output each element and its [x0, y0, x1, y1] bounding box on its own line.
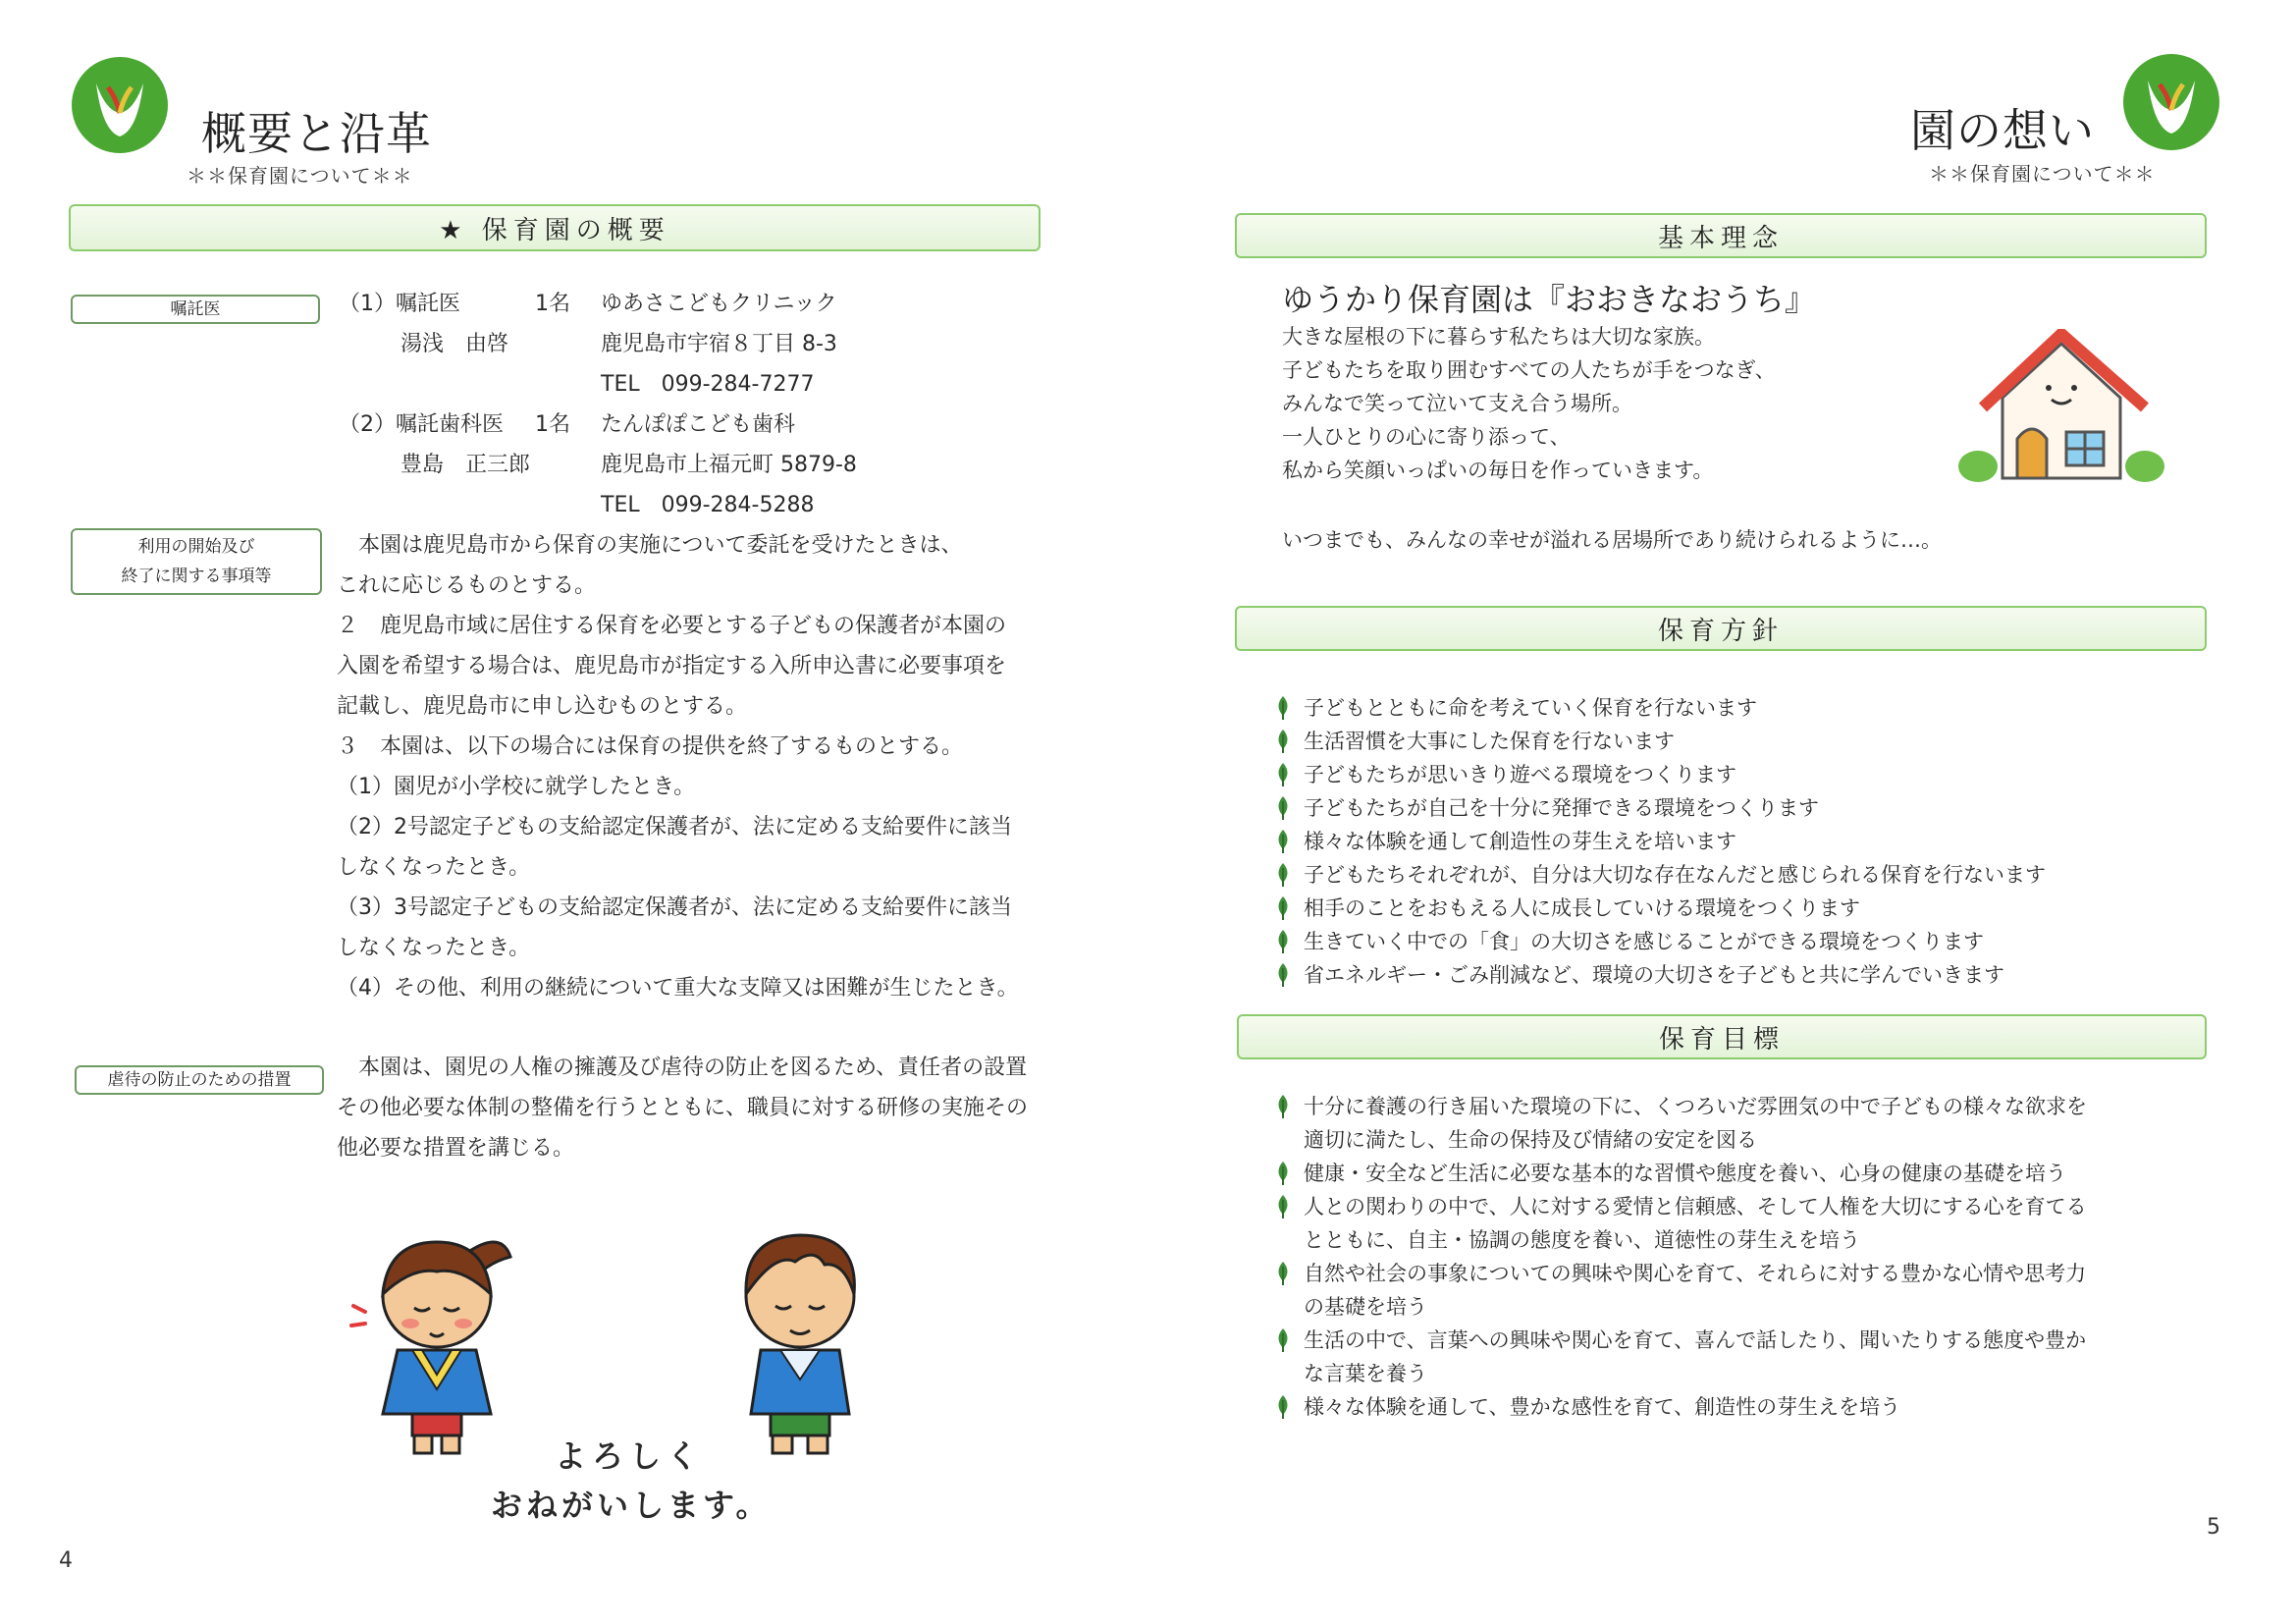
policy-item	[1274, 758, 2046, 791]
leaf-icon	[1274, 862, 1292, 888]
philosophy-closing: いつまでも、みんなの幸せが溢れる居場所であり続けられるように…。	[1282, 528, 1942, 552]
page-number-right: 5	[2207, 1515, 2220, 1540]
doctor-line-4b: 1名	[535, 412, 570, 437]
abuse-line: その他必要な体制の整備を行うとともに、職員に対する研修の実施その	[337, 1096, 1029, 1120]
tag-abuse-prevention: 虐待の防止のための措置	[75, 1065, 324, 1095]
page-title-left: 概要と沿革	[201, 107, 432, 160]
section-header-label: 保育方針	[1657, 616, 1784, 646]
house-illustration	[1958, 329, 2164, 486]
usage-line: （3）3号認定子どもの支給認定保護者が、法に定める支給要件に該当	[337, 895, 1012, 920]
goal-text: 人との関わりの中で、人に対する愛情と信頼感、そして人権を大切にする心を育てる	[1304, 1195, 2087, 1218]
section-header-policy	[1235, 606, 2207, 651]
section-header-philosophy	[1235, 213, 2207, 258]
nursery-logo-right	[2120, 51, 2222, 153]
goal-item	[1274, 1157, 2087, 1190]
leaf-icon	[1274, 829, 1292, 854]
leaf-icon	[1274, 1194, 1292, 1219]
doctor-line-5a: 豊島 正三郎	[400, 453, 531, 477]
usage-paragraph	[337, 525, 1019, 1008]
leaf-icon	[1274, 1327, 1292, 1353]
usage-line: （1）園児が小学校に就学したとき。	[337, 775, 696, 799]
policy-item	[1274, 925, 2046, 958]
policy-item	[1274, 858, 2046, 892]
policy-item-text: 子どもたちが思いきり遊べる環境をつくります	[1304, 763, 1736, 786]
usage-line: （4）その他、利用の継続について重大な支障又は困難が生じたとき。	[337, 976, 1019, 1001]
philosophy-line: 私から笑顔いっぱいの毎日を作っていきます。	[1282, 459, 1714, 482]
goal-text: 十分に養護の行き届いた環境の下に、くつろいだ雰囲気の中で子どもの様々な欲求を	[1304, 1095, 2087, 1118]
section-header-label: 基本理念	[1657, 223, 1784, 253]
tag-usage-line2: 終了に関する事項等	[121, 567, 272, 586]
doctor-line-4c: たんぽぽこども歯科	[601, 412, 796, 437]
usage-line: 記載し、鹿児島市に申し込むものとする。	[337, 694, 748, 719]
policy-item	[1274, 958, 2046, 992]
leaf-icon	[1274, 1094, 1292, 1119]
leaf-icon	[1274, 762, 1292, 787]
doctor-line-2c: 鹿児島市宇宿８丁目 8-3	[601, 332, 837, 356]
doctor-line-2a: 湯浅 由啓	[400, 332, 509, 356]
goal-item	[1274, 1324, 2087, 1390]
section-header-overview	[69, 204, 1041, 251]
page-number-left: 4	[59, 1548, 73, 1573]
usage-line: ２ 鹿児島市域に居住する保育を必要とする子どもの保護者が本園の	[337, 614, 1007, 638]
policy-item	[1274, 892, 2046, 925]
leaf-icon	[1274, 695, 1292, 721]
usage-line: 本園は鹿児島市から保育の実施について委託を受けたときは、	[337, 533, 963, 558]
goal-text: 自然や社会の事象についての興味や関心を育て、それらに対する豊かな心情や思考力	[1304, 1262, 2087, 1285]
usage-line: ３ 本園は、以下の場合には保育の提供を終了するものとする。	[337, 734, 964, 759]
philosophy-line: みんなで笑って泣いて支え合う場所。	[1282, 392, 1632, 415]
page-subtitle-left: ＊＊保育園について＊＊	[187, 164, 413, 188]
goal-text: とともに、自主・協調の態度を養い、道徳性の芽生えを培う	[1304, 1228, 1860, 1252]
doctor-line-4a: （2）嘱託歯科医	[339, 412, 504, 437]
doctor-line-5c: 鹿児島市上福元町 5879-8	[601, 453, 857, 477]
policy-item-text: 省エネルギー・ごみ削減など、環境の大切さを子どもと共に学んでいきます	[1304, 963, 2004, 987]
policy-item-text: 様々な体験を通して創造性の芽生えを培います	[1304, 830, 1736, 853]
usage-line: しなくなったとき。	[337, 855, 531, 880]
goal-text: な言葉を養う	[1304, 1362, 1427, 1385]
philosophy-paragraph	[1282, 320, 1776, 487]
nursery-logo-left	[69, 54, 171, 156]
abuse-paragraph	[337, 1048, 1028, 1168]
goal-item	[1274, 1390, 2087, 1424]
greeting-line-2: おねがいします。	[491, 1487, 772, 1524]
policy-item-text: 子どもたちが自己を十分に発揮できる環境をつくります	[1304, 796, 1819, 820]
section-header-label: 保育目標	[1658, 1024, 1785, 1055]
doctor-line-1a: （1）嘱託医	[339, 292, 460, 316]
abuse-line: 本園は、園児の人権の擁護及び虐待の防止を図るため、責任者の設置	[337, 1056, 1028, 1080]
philosophy-line: 大きな屋根の下に暮らす私たちは大切な家族。	[1282, 325, 1715, 349]
page-subtitle-right: ＊＊保育園について＊＊	[1929, 162, 2156, 186]
goal-item	[1274, 1090, 2087, 1157]
usage-line: （2）2号認定子どもの支給認定保護者が、法に定める支給要件に該当	[337, 815, 1012, 839]
policy-item-text: 生活習慣を大事にした保育を行ないます	[1304, 730, 1675, 753]
greeting-line-1: よろしく	[555, 1437, 705, 1475]
policy-item	[1274, 691, 2046, 725]
policy-list	[1274, 691, 2046, 992]
doctor-line-3c: TEL 099-284-7277	[601, 372, 815, 397]
goal-text: の基礎を培う	[1304, 1295, 1427, 1319]
policy-item	[1274, 791, 2046, 825]
goal-text: 健康・安全など生活に必要な基本的な習慣や態度を養い、心身の健康の基礎を培う	[1304, 1162, 2066, 1185]
tag-usage-line1: 利用の開始及び	[137, 537, 255, 557]
usage-line: 入園を希望する場合は、鹿児島市が指定する入所申込書に必要事項を	[337, 654, 1007, 678]
policy-item-text: 生きていく中での「食」の大切さを感じることができる環境をつくります	[1304, 930, 1984, 953]
policy-item-text: 子どもたちそれぞれが、自分は大切な存在なんだと感じられる保育を行ないます	[1304, 863, 2046, 887]
policy-item	[1274, 725, 2046, 758]
leaf-icon	[1274, 962, 1292, 988]
policy-item-text: 相手のことをおもえる人に成長していける環境をつくります	[1304, 896, 1860, 920]
tag-doctor: 嘱託医	[71, 295, 320, 324]
philosophy-line: 一人ひとりの心に寄り添って、	[1282, 425, 1571, 449]
leaf-icon	[1274, 1394, 1292, 1420]
girl-bowing-illustration	[344, 1218, 530, 1463]
philosophy-lead: ゆうかり保育園は『おおきなおうち』	[1282, 281, 1817, 318]
policy-item-text: 子どもとともに命を考えていく保育を行ないます	[1304, 696, 1757, 720]
doctor-line-1c: ゆあさこどもクリニック	[601, 292, 837, 316]
page-title-right: 園の想い	[1910, 104, 2095, 157]
goal-item	[1274, 1257, 2087, 1324]
abuse-line: 他必要な措置を講じる。	[337, 1136, 575, 1161]
doctor-line-1b: 1名	[535, 292, 570, 316]
policy-item	[1274, 825, 2046, 858]
usage-line: これに応じるものとする。	[337, 573, 597, 598]
doctor-line-6c: TEL 099-284-5288	[601, 493, 815, 517]
leaf-icon	[1274, 929, 1292, 954]
section-header-goals	[1237, 1014, 2207, 1059]
leaf-icon	[1274, 795, 1292, 821]
usage-line: しなくなったとき。	[337, 936, 531, 960]
leaf-icon	[1274, 1161, 1292, 1186]
goal-item	[1274, 1190, 2087, 1257]
boy-bowing-illustration	[726, 1208, 874, 1463]
philosophy-line: 子どもたちを取り囲むすべての人たちが手をつなぎ、	[1282, 358, 1776, 382]
goals-list	[1274, 1090, 2087, 1424]
goal-text: 様々な体験を通して、豊かな感性を育て、創造性の芽生えを培う	[1304, 1395, 1901, 1419]
leaf-icon	[1274, 1261, 1292, 1286]
section-header-label: ★ 保育園の概要	[439, 215, 670, 245]
goal-text: 生活の中で、言葉への興味や関心を育て、喜んで話したり、聞いたりする態度や豊か	[1304, 1328, 2087, 1352]
tag-usage	[71, 528, 322, 595]
goal-text: 適切に満たし、生命の保持及び情緒の安定を図る	[1304, 1128, 1757, 1152]
leaf-icon	[1274, 729, 1292, 754]
leaf-icon	[1274, 895, 1292, 921]
